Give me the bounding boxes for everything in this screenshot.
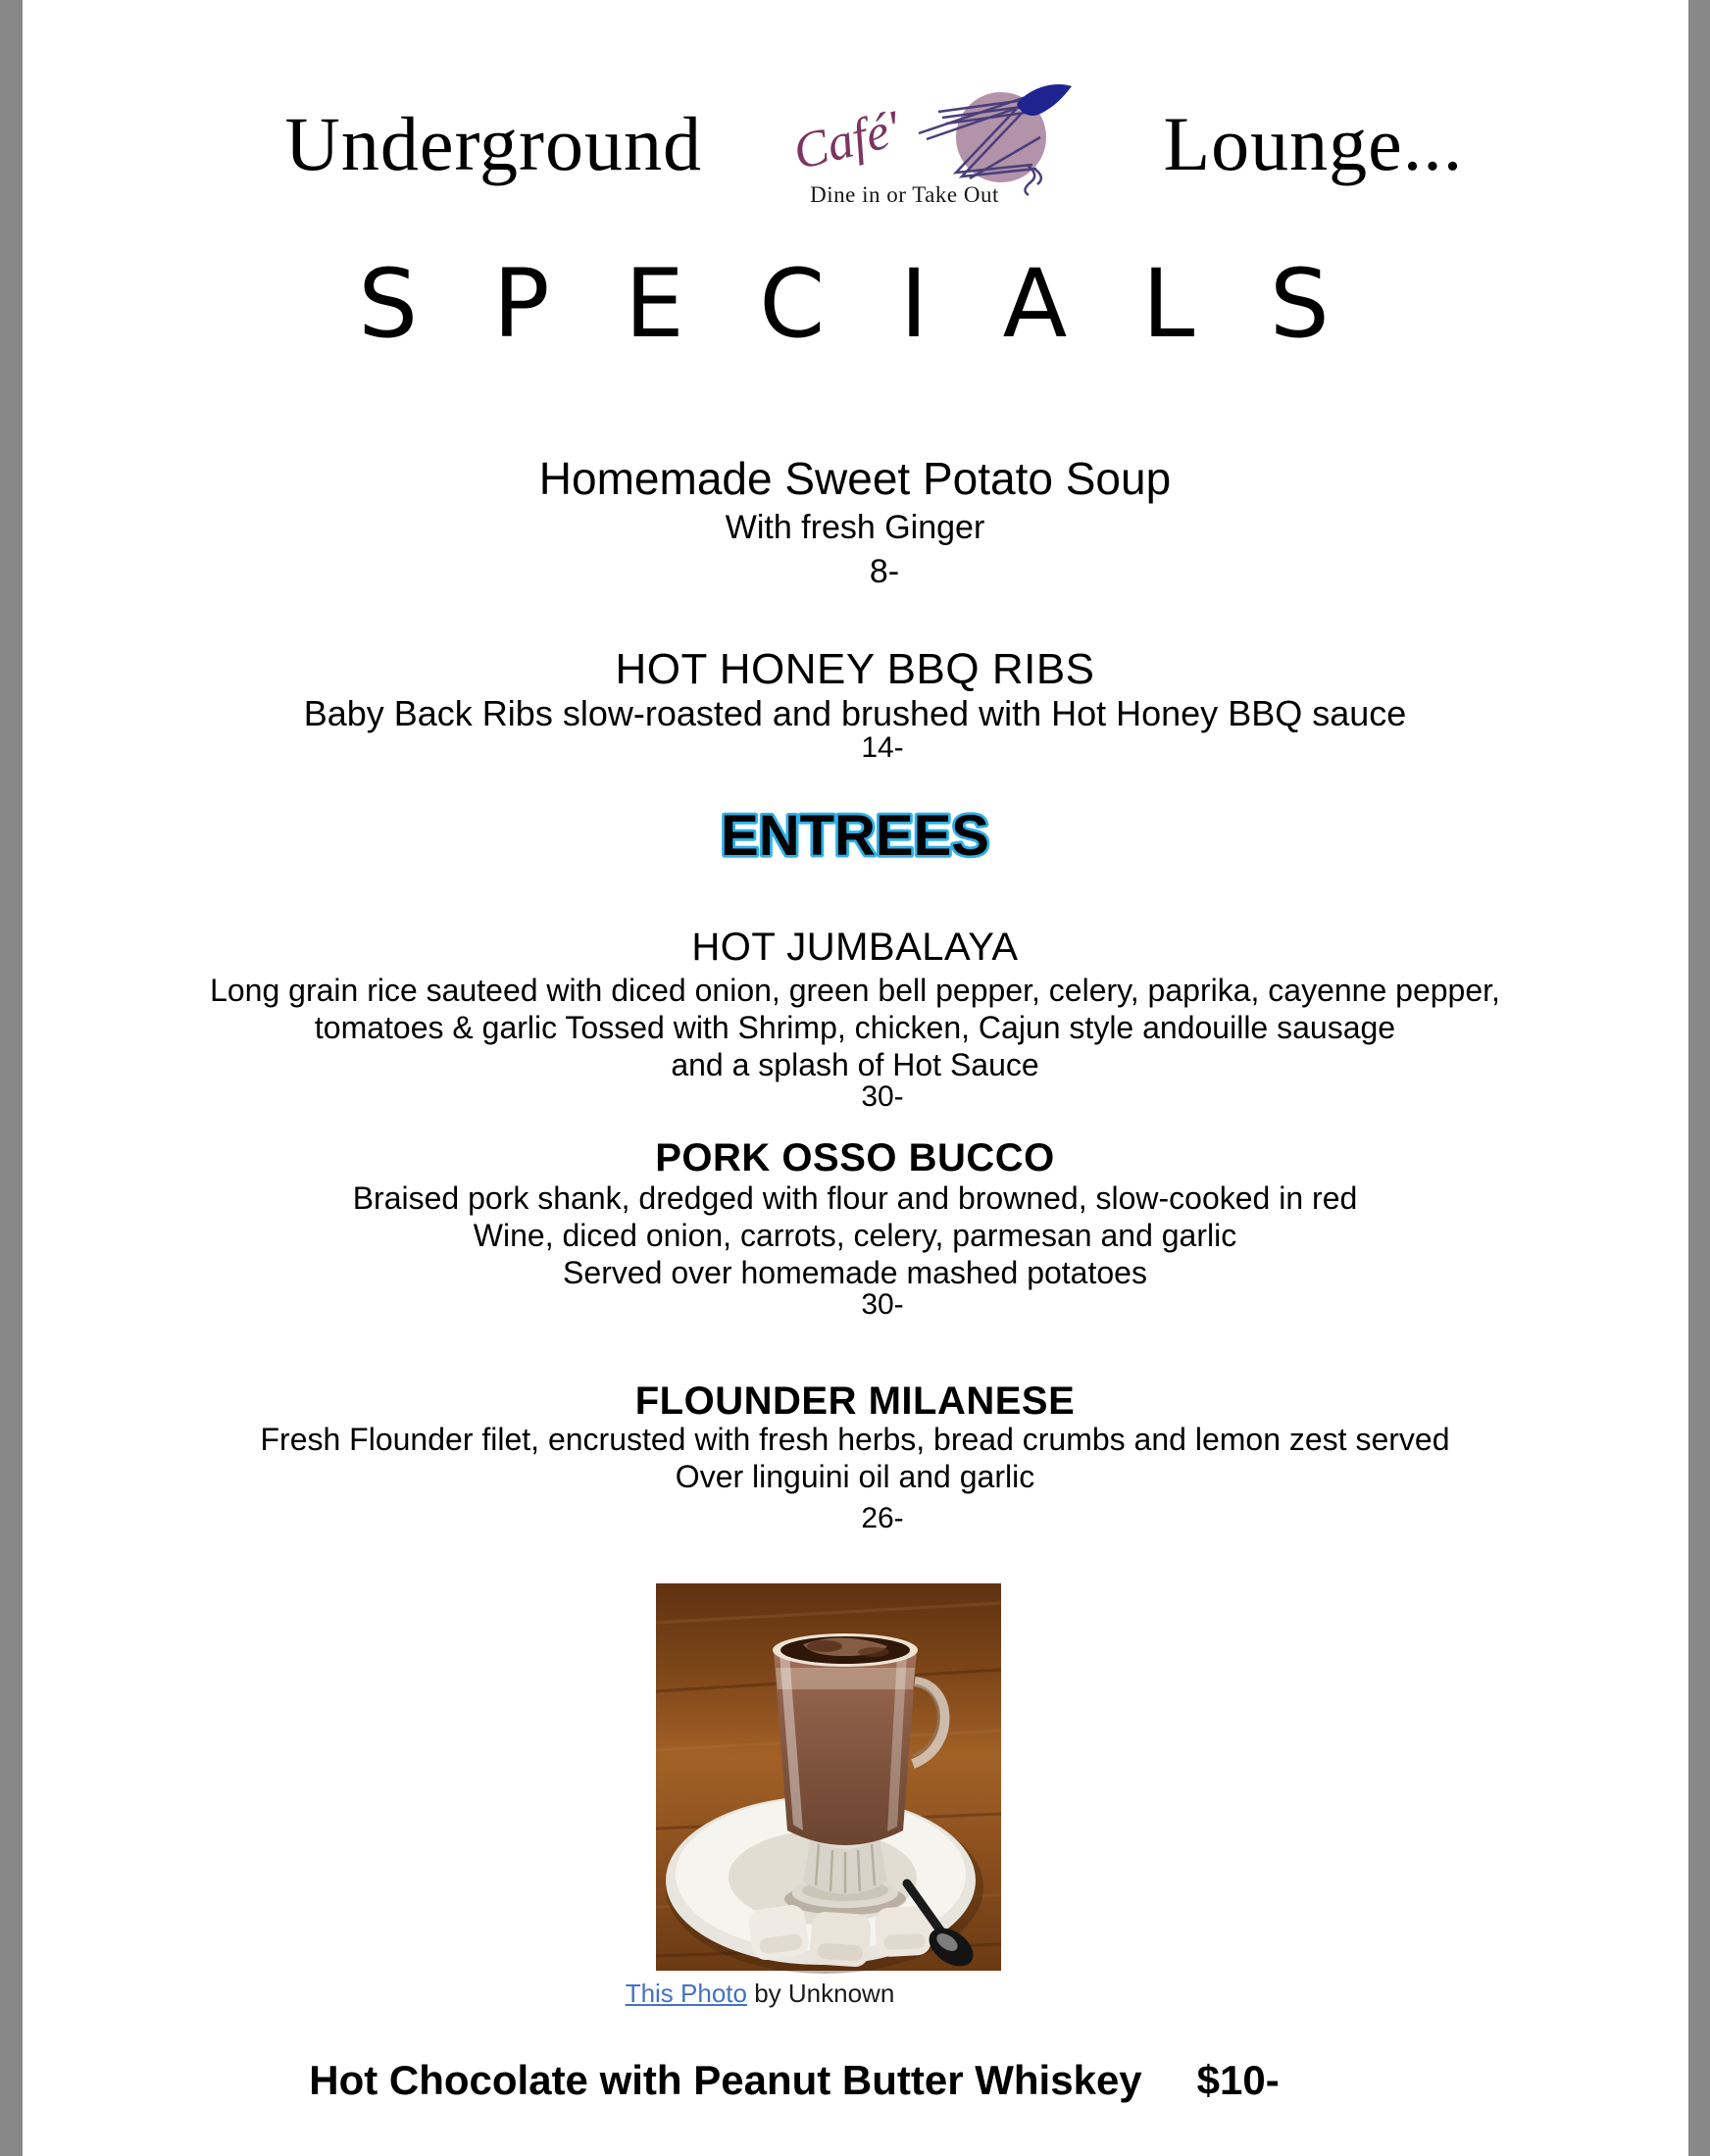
menu-item-desc: Served over homemade mashed potatoes [563,1255,1147,1290]
menu-item-desc: and a splash of Hot Sauce [671,1047,1039,1082]
menu-item-desc: Fresh Flounder filet, encrusted with fresh herbs, bread crumbs and lemon zest served [260,1422,1450,1457]
photo-credit-link[interactable]: This Photo [625,1979,747,2008]
hot-chocolate-photo [656,1583,1001,1971]
menu-item-price: 30- [861,1288,904,1321]
footer-special [0,2057,1628,2104]
menu-item-name: Homemade Sweet Potato Soup [538,453,1172,504]
footer-item-price: $10- [1196,2057,1280,2103]
menu-page [23,0,1688,2156]
specials-title: S P E C I A L S [358,249,1352,359]
menu-item-name: HOT HONEY BBQ RIBS [615,645,1095,693]
menu-item-desc: Long grain rice sauteed with diced onion, green bell pepper, celery, paprika, cayenne pepper, [210,973,1500,1008]
menu-item-name: PORK OSSO BUCCO [655,1136,1055,1179]
menu-item-desc: Braised pork shank, dredged with flour and browned, slow-cooked in red [352,1180,1358,1216]
menu-item-name: FLOUNDER MILANESE [634,1379,1076,1423]
menu-item-desc: Wine, diced onion, carrots, celery, parmesan and garlic [473,1218,1237,1253]
milk-band [776,1668,915,1689]
logo-script-text: Café' [787,100,906,181]
entrees-heading [23,796,1688,877]
photo-caption [23,1979,1688,2008]
cafe-z-logo [787,82,1078,188]
footer-item-name: Hot Chocolate with Peanut Butter Whiskey [309,2057,1142,2103]
menu-item-price: 8- [869,553,900,590]
entrees-heading-art [639,796,1071,873]
logo-brush-blob [1017,84,1072,116]
menu-item-desc: tomatoes & garlic Tossed with Shrimp, chicken, Cajun style andouille sausage [314,1010,1396,1045]
menu-item-price: 30- [861,1080,904,1113]
menu-item-price: 14- [861,731,904,764]
logo-tagline: Dine in or Take Out [810,182,999,207]
photo-credit-text: by Unknown [746,1979,895,2008]
menu-item-desc: With fresh Ginger [725,509,985,546]
header-title-right: Lounge... [1163,101,1464,186]
entrees-heading-text: ENTREES [721,804,989,868]
header-title-left: Underground [284,101,702,186]
menu-item-desc: Baby Back Ribs slow-roasted and brushed with Hot Honey BBQ sauce [303,693,1407,733]
menu-item-price: 26- [861,1502,904,1534]
menu-item-name: HOT JUMBALAYA [691,926,1019,969]
menu-item-desc: Over linguini oil and garlic [675,1459,1035,1494]
